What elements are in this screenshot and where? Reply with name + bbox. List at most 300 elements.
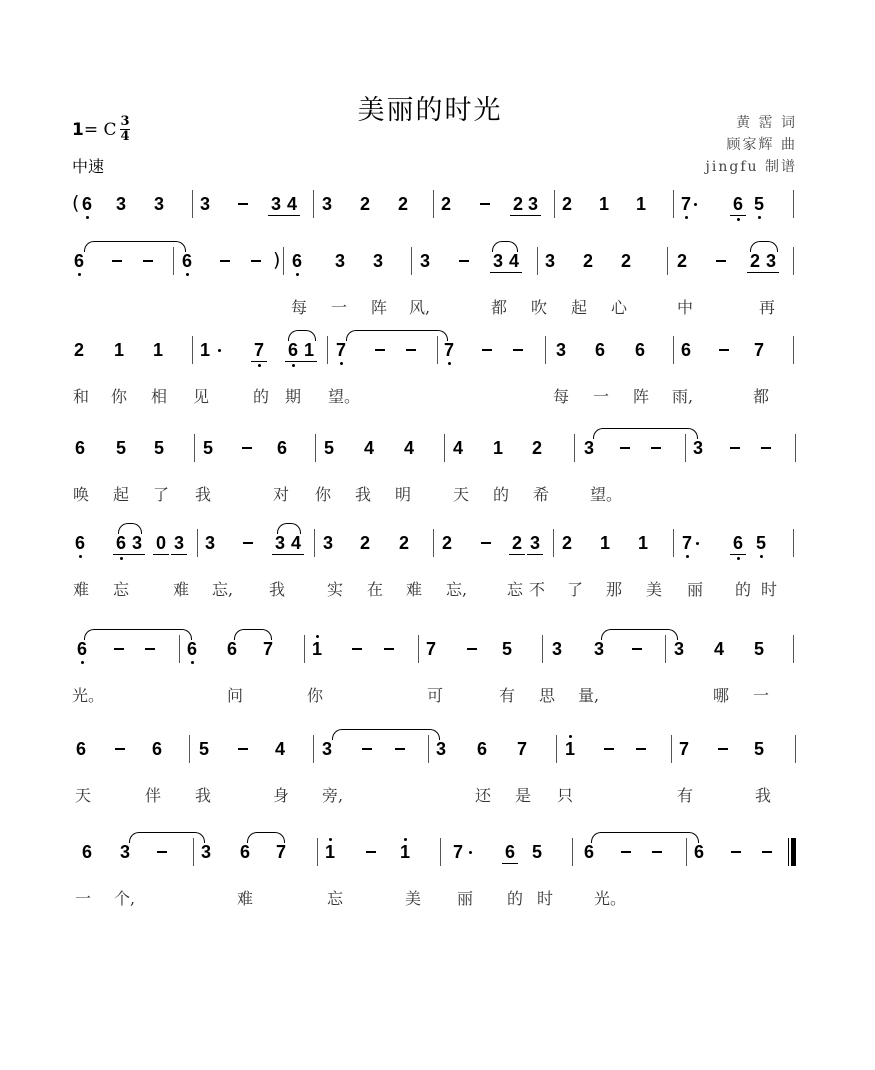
- note: 2: [676, 251, 687, 271]
- note: 6: [680, 340, 691, 360]
- sustain-dash: [652, 851, 662, 853]
- lyric-syllable: 难: [72, 580, 89, 599]
- lyric-syllable: 忘: [326, 889, 343, 908]
- slur-tie: [346, 330, 448, 341]
- note: 6: [75, 739, 86, 759]
- barline: [418, 635, 419, 663]
- note: 6: [81, 842, 92, 862]
- lyric-syllable: 我: [354, 485, 371, 504]
- note: 1: [323, 841, 337, 863]
- lyric-syllable: 起: [570, 298, 587, 317]
- lyric-syllable: 我: [194, 485, 211, 504]
- barline: [795, 434, 796, 462]
- staff-row: [0, 250, 875, 330]
- note: 1: [199, 340, 210, 360]
- octave-low-dot: [296, 273, 299, 276]
- note: 3: [131, 533, 142, 553]
- staff-row: [0, 738, 875, 818]
- note: 5: [752, 193, 766, 215]
- octave-low-dot: [737, 218, 740, 221]
- lyric-syllable: 雨,: [672, 387, 694, 406]
- sustain-dash: [238, 748, 248, 750]
- slur-tie: [247, 832, 285, 843]
- sustain-dash: [480, 203, 490, 205]
- lyric-syllable: 实: [326, 580, 343, 599]
- staff-row: [0, 532, 875, 612]
- barline: [793, 529, 794, 557]
- sustain-dash: [651, 447, 661, 449]
- octave-low-dot: [78, 273, 81, 276]
- note: 7: [334, 339, 348, 361]
- sustain-dash: [115, 748, 125, 750]
- barline: [313, 190, 314, 218]
- note: 3: [322, 533, 333, 553]
- lyric-syllable: 有: [676, 786, 693, 805]
- lyric-syllable: 不: [528, 580, 545, 599]
- key-name: = C: [83, 120, 117, 140]
- note: 6: [286, 339, 300, 361]
- note: 2: [359, 194, 370, 214]
- note: 2: [440, 194, 451, 214]
- lyric-syllable: 哪: [712, 686, 729, 705]
- note: 3: [372, 251, 383, 271]
- note: 3: [527, 194, 538, 214]
- slur-tie: [593, 428, 698, 439]
- lyric-syllable: 在: [366, 580, 383, 599]
- lyric-syllable: 思: [538, 686, 555, 705]
- lyric-syllable: 有: [498, 686, 515, 705]
- barline: [673, 529, 674, 557]
- note: 2: [561, 194, 572, 214]
- lyric-syllable: 忘,: [212, 580, 234, 599]
- octave-low-dot: [258, 364, 261, 367]
- lyric-syllable: 天: [452, 485, 469, 504]
- sustain-dash: [513, 349, 523, 351]
- note: 6: [239, 842, 250, 862]
- note: 2: [511, 533, 522, 553]
- note: 4: [274, 739, 285, 759]
- sustain-dash: [718, 748, 728, 750]
- barline: [572, 838, 573, 866]
- barline: [440, 838, 441, 866]
- note: 2: [749, 251, 760, 271]
- lyric-syllable: 一: [330, 298, 347, 317]
- note: 6: [72, 250, 86, 272]
- note: 3: [583, 438, 594, 458]
- lyric-syllable: 量,: [578, 686, 600, 705]
- slur-tie: [332, 729, 440, 740]
- lyric-syllable: 望。: [328, 387, 361, 406]
- slur-tie: [750, 241, 778, 252]
- sustain-dash: [114, 648, 124, 650]
- note: 5: [323, 438, 334, 458]
- lyric-syllable: 的: [492, 485, 509, 504]
- note: 1: [599, 533, 610, 553]
- note: 5: [753, 739, 764, 759]
- note: 3: [692, 438, 703, 458]
- note: 5: [501, 639, 512, 659]
- sustain-dash: [731, 851, 741, 853]
- barline: [314, 529, 315, 557]
- barline: [327, 336, 328, 364]
- barline: [556, 735, 557, 763]
- barline: [283, 247, 284, 275]
- lyric-syllable: 问: [226, 686, 243, 705]
- transcriber-credit: jingfu 制谱: [705, 159, 797, 175]
- note: 6: [276, 438, 287, 458]
- barline: [192, 336, 193, 364]
- barline: [545, 336, 546, 364]
- note: 7: [275, 842, 286, 862]
- note: 7: [753, 340, 764, 360]
- lyric-syllable: 我: [194, 786, 211, 805]
- composer-credit: 顾家辉 曲: [726, 137, 797, 153]
- note: 7: [425, 639, 436, 659]
- lyric-syllable: 只: [556, 786, 573, 805]
- lyric-syllable: 阵: [370, 298, 387, 317]
- barline: [194, 434, 195, 462]
- slur-tie: [492, 241, 518, 252]
- lyric-syllable: 光。: [72, 686, 105, 705]
- octave-low-dot: [81, 661, 84, 664]
- lyric-syllable: 明: [394, 485, 411, 504]
- note: 7: [679, 193, 693, 215]
- note: 6: [226, 639, 237, 659]
- note: 4: [403, 438, 414, 458]
- slur-tie: [601, 629, 678, 640]
- octave-high-dot: [404, 838, 407, 841]
- staff-row: [0, 841, 875, 921]
- sustain-dash: [632, 648, 642, 650]
- note: 3: [204, 533, 215, 553]
- note: 1: [398, 841, 412, 863]
- note: 6: [180, 250, 194, 272]
- lyric-syllable: 对: [272, 485, 289, 504]
- lyric-syllable: 忘: [506, 580, 523, 599]
- octave-low-dot: [758, 216, 761, 219]
- octave-low-dot: [686, 555, 689, 558]
- time-numerator: 3: [120, 114, 130, 129]
- lyric-syllable: 难: [405, 580, 422, 599]
- note: 4: [713, 639, 724, 659]
- note: 2: [531, 438, 542, 458]
- note: 6: [151, 739, 162, 759]
- note: 6: [594, 340, 605, 360]
- note: 7: [516, 739, 527, 759]
- note: 3: [199, 194, 210, 214]
- song-title: 美丽的时光: [357, 95, 503, 126]
- barline: [795, 735, 796, 763]
- sustain-dash: [362, 748, 372, 750]
- augmentation-dot: [469, 851, 472, 854]
- note: 6: [73, 532, 87, 554]
- sustain-dash: [238, 203, 248, 205]
- sustain-dash: [242, 447, 252, 449]
- lyric-syllable: 心: [610, 298, 627, 317]
- octave-low-dot: [120, 557, 123, 560]
- sustain-dash: [220, 260, 230, 262]
- sustain-dash: [719, 349, 729, 351]
- lyric-syllable: 时: [536, 889, 553, 908]
- barline: [317, 838, 318, 866]
- note: 7: [452, 842, 463, 862]
- sustain-dash: [375, 349, 385, 351]
- slur-tie: [118, 523, 142, 534]
- intro-bracket: (: [72, 192, 80, 214]
- sustain-dash: [352, 648, 362, 650]
- lyric-syllable: 了: [566, 580, 583, 599]
- note: 1: [563, 738, 577, 760]
- note: 3: [551, 639, 562, 659]
- note: 7: [680, 532, 694, 554]
- lyric-syllable: 唤: [72, 485, 89, 504]
- lyric-syllable: 个,: [114, 889, 136, 908]
- lyric-syllable: 难: [236, 889, 253, 908]
- lyric-syllable: 吹: [530, 298, 547, 317]
- note: 4: [508, 251, 519, 271]
- final-barline-thin: [788, 838, 789, 866]
- note: 3: [544, 251, 555, 271]
- sustain-dash: [395, 748, 405, 750]
- final-barline: [791, 838, 796, 866]
- lyric-syllable: 旁,: [322, 786, 344, 805]
- lyric-syllable: 望。: [590, 485, 623, 504]
- barline: [673, 190, 674, 218]
- sustain-dash: [716, 260, 726, 262]
- lyric-syllable: 希: [532, 485, 549, 504]
- lyric-syllable: 那: [605, 580, 622, 599]
- lyric-syllable: 我: [268, 580, 285, 599]
- sustain-dash: [459, 260, 469, 262]
- sustain-dash: [761, 447, 771, 449]
- augmentation-dot: [694, 203, 697, 206]
- note: 1: [310, 638, 324, 660]
- time-signature: [120, 115, 130, 144]
- note: 3: [321, 194, 332, 214]
- note: 3: [529, 533, 540, 553]
- barline: [433, 529, 434, 557]
- note: 2: [359, 533, 370, 553]
- lyric-syllable: 的: [506, 889, 523, 908]
- credits: [706, 112, 797, 178]
- lyric-syllable: 美: [404, 889, 421, 908]
- barline: [793, 635, 794, 663]
- note: 3: [555, 340, 566, 360]
- note: 3: [435, 739, 446, 759]
- note: 3: [765, 251, 776, 271]
- note: 1: [303, 340, 314, 360]
- barline: [197, 529, 198, 557]
- note: 3: [270, 194, 281, 214]
- lyric-syllable: 我: [754, 786, 771, 805]
- barline: [667, 247, 668, 275]
- note: 5: [153, 438, 164, 458]
- lyric-syllable: 时: [760, 580, 777, 599]
- barline: [574, 434, 575, 462]
- sustain-dash: [762, 851, 772, 853]
- staff-row: [0, 638, 875, 718]
- note: 3: [153, 194, 164, 214]
- note: 6: [504, 842, 515, 862]
- note: 3: [321, 739, 332, 759]
- lyric-syllable: 美: [645, 580, 662, 599]
- time-denominator: 4: [120, 129, 130, 144]
- note: 7: [252, 339, 266, 361]
- slur-tie: [84, 629, 192, 640]
- note: 2: [512, 194, 523, 214]
- barline: [433, 190, 434, 218]
- sustain-dash: [384, 648, 394, 650]
- slur-tie: [84, 241, 186, 252]
- lyric-syllable: 和: [72, 387, 89, 406]
- lyric-syllable: 你: [306, 686, 323, 705]
- slur-tie: [234, 629, 272, 640]
- note: 1: [598, 194, 609, 214]
- sustain-dash: [112, 260, 122, 262]
- barline: [189, 735, 190, 763]
- octave-high-dot: [569, 735, 572, 738]
- lyric-syllable: 都: [490, 298, 507, 317]
- note: 3: [119, 842, 130, 862]
- note: 2: [561, 533, 572, 553]
- lyric-syllable: 风,: [409, 298, 431, 317]
- lyric-syllable: 丽: [456, 889, 473, 908]
- note: 6: [75, 638, 89, 660]
- note: 6: [290, 250, 304, 272]
- note: 6: [476, 739, 487, 759]
- note: 1: [152, 340, 163, 360]
- note: 3: [419, 251, 430, 271]
- barline: [444, 434, 445, 462]
- lyric-syllable: 忘: [112, 580, 129, 599]
- note: 7: [442, 339, 456, 361]
- tempo-marking: 中速: [72, 157, 105, 176]
- octave-low-dot: [685, 216, 688, 219]
- note: 4: [452, 438, 463, 458]
- octave-low-dot: [292, 364, 295, 367]
- note: 6: [731, 193, 745, 215]
- octave-low-dot: [186, 273, 189, 276]
- augmentation-dot: [696, 542, 699, 545]
- lyric-syllable: 的: [252, 387, 269, 406]
- slur-tie: [591, 832, 699, 843]
- barline: [671, 735, 672, 763]
- barline: [793, 190, 794, 218]
- note: 3: [593, 639, 604, 659]
- barline: [313, 735, 314, 763]
- note: 2: [441, 533, 452, 553]
- lyric-syllable: 身: [272, 786, 289, 805]
- lyric-syllable: 一: [752, 686, 769, 705]
- sustain-dash: [620, 447, 630, 449]
- sustain-dash: [251, 260, 261, 262]
- lyric-syllable: 是: [514, 786, 531, 805]
- lyric-syllable: 相: [150, 387, 167, 406]
- lyric-syllable: 中: [676, 298, 693, 317]
- note: 6: [74, 438, 85, 458]
- sustain-dash: [482, 349, 492, 351]
- note: 1: [637, 533, 648, 553]
- sustain-dash: [604, 748, 614, 750]
- octave-low-dot: [86, 216, 89, 219]
- note: 3: [334, 251, 345, 271]
- octave-low-dot: [760, 555, 763, 558]
- augmentation-dot: [218, 349, 221, 352]
- note: 5: [754, 532, 768, 554]
- lyric-syllable: 你: [110, 387, 127, 406]
- note: 3: [173, 533, 184, 553]
- note: 5: [198, 739, 209, 759]
- slur-tie: [129, 832, 205, 843]
- note: 2: [582, 251, 593, 271]
- note: 6: [634, 340, 645, 360]
- note: 3: [274, 533, 285, 553]
- sustain-dash: [157, 851, 167, 853]
- octave-low-dot: [737, 557, 740, 560]
- octave-high-dot: [316, 635, 319, 638]
- note: 0: [155, 533, 166, 553]
- barline: [793, 247, 794, 275]
- note: 4: [286, 194, 297, 214]
- note: 6: [80, 193, 94, 215]
- note: 3: [115, 194, 126, 214]
- lyric-syllable: 再: [758, 298, 775, 317]
- note: 4: [290, 533, 301, 553]
- lyric-syllable: 一: [592, 387, 609, 406]
- lyric-syllable: 伴: [144, 786, 161, 805]
- note: 2: [73, 340, 84, 360]
- octave-high-dot: [329, 838, 332, 841]
- intro-bracket: ): [273, 249, 281, 271]
- note: 6: [693, 842, 704, 862]
- barline: [315, 434, 316, 462]
- barline: [673, 336, 674, 364]
- barline: [192, 190, 193, 218]
- note: 2: [398, 533, 409, 553]
- staff-row: [0, 339, 875, 419]
- lyricist-credit: 黄 霑 词: [736, 115, 797, 131]
- note: 6: [185, 638, 199, 660]
- sustain-dash: [406, 349, 416, 351]
- octave-low-dot: [79, 555, 82, 558]
- note: 5: [753, 639, 764, 659]
- lyric-syllable: 了: [152, 485, 169, 504]
- sustain-dash: [467, 648, 477, 650]
- barline: [554, 190, 555, 218]
- barline: [553, 529, 554, 557]
- lyric-syllable: 忘,: [446, 580, 468, 599]
- note: 2: [620, 251, 631, 271]
- lyric-syllable: 都: [752, 387, 769, 406]
- key-signature: [72, 120, 117, 140]
- lyric-syllable: 阵: [632, 387, 649, 406]
- note: 7: [262, 639, 273, 659]
- lyric-syllable: 每: [290, 298, 307, 317]
- lyric-syllable: 难: [172, 580, 189, 599]
- sustain-dash: [143, 260, 153, 262]
- lyric-syllable: 期: [284, 387, 301, 406]
- barline: [411, 247, 412, 275]
- note: 5: [202, 438, 213, 458]
- sustain-dash: [730, 447, 740, 449]
- barline: [304, 635, 305, 663]
- note: 3: [492, 251, 503, 271]
- sustain-dash: [145, 648, 155, 650]
- note: 5: [115, 438, 126, 458]
- sustain-dash: [481, 542, 491, 544]
- sustain-dash: [366, 851, 376, 853]
- note: 1: [113, 340, 124, 360]
